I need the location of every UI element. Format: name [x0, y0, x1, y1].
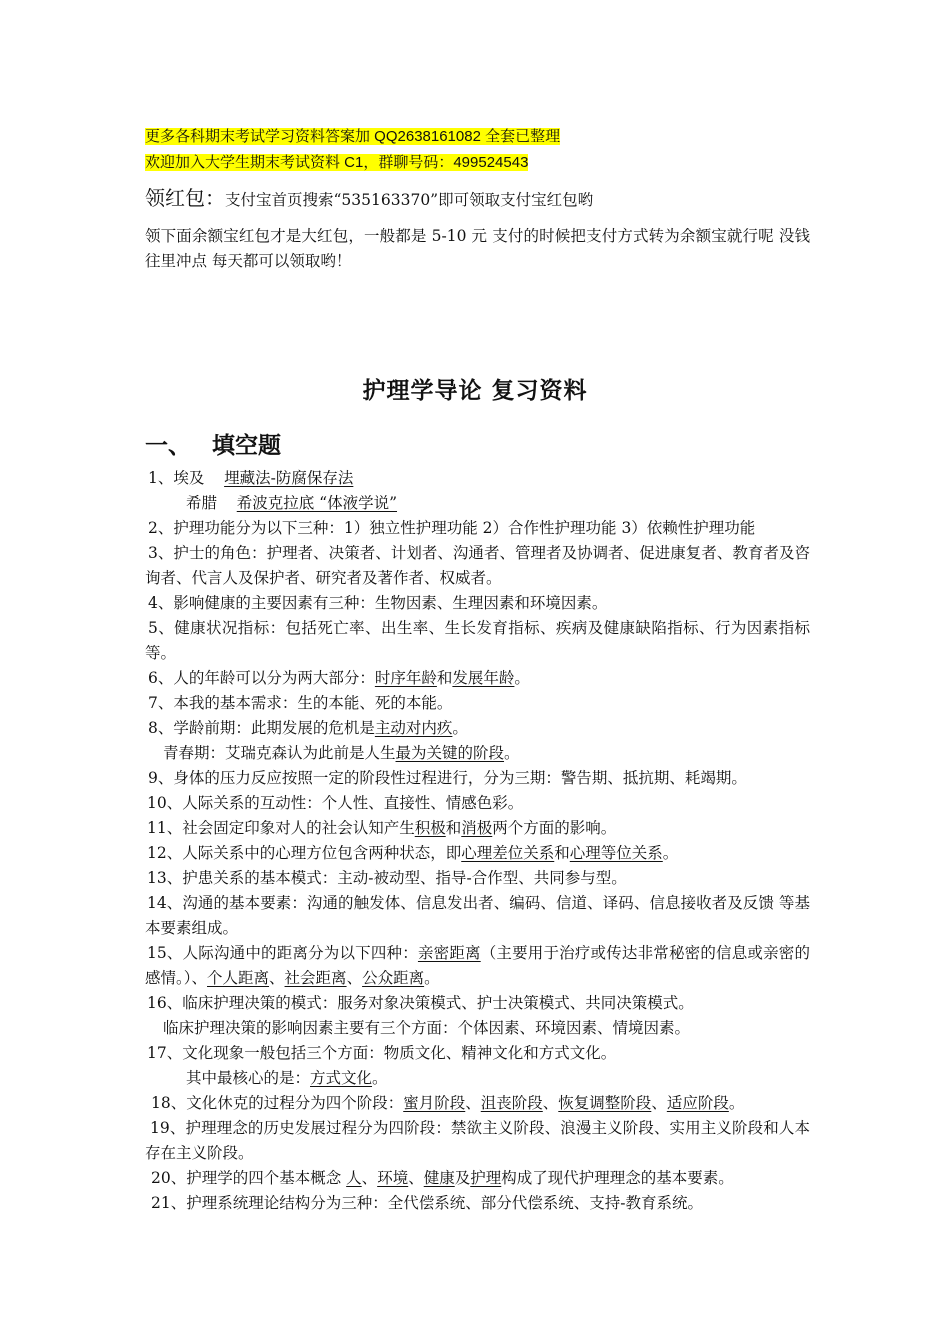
section-title: 填空题 — [212, 432, 281, 459]
item-4: 4、影响健康的主要因素有三种：生物因素、生理因素和环境因素。 — [148, 594, 608, 612]
item-14: 14、沟通的基本要素：沟通的触发体、信息发出者、编码、信道、译码、信息接收者及反馈 等基本要素组成。 — [145, 894, 810, 937]
item-19: 19、护理理念的历史发展过程分为四阶段：禁欲主义阶段、浪漫主义阶段、实用主义阶段和人本存在主义阶段。 — [145, 1119, 810, 1162]
item-10: 10、人际关系的互动性：个人性、直接性、情感色彩。 — [147, 794, 524, 812]
promo-description: 领下面余额宝红包才是大红包，一般都是 5-10 元 支付的时候把支付方式转为余额宝就行呢 没钱往里冲点 每天都可以领取哟！ — [145, 227, 810, 270]
promo-line-1: 更多各科期末考试学习资料答案加 QQ2638161082 全套已整理 — [145, 128, 561, 145]
redpacket-label: 领红包： — [145, 186, 225, 210]
item-8: 8、学龄前期：此期发展的危机是主动对内疚。 — [148, 719, 468, 737]
section-heading — [145, 427, 281, 460]
item-21: 21、护理系统理论结构分为三种：全代偿系统、部分代偿系统、支持-教育系统。 — [151, 1194, 703, 1212]
item-12: 12、人际关系中的心理方位包含两种状态，即心理差位关系和心理等位关系。 — [147, 844, 679, 862]
section-number: 一、 — [145, 432, 191, 459]
item-13: 13、护患关系的基本模式：主动-被动型、指导-合作型、共同参与型。 — [147, 869, 627, 887]
item-16: 16、临床护理决策的模式：服务对象决策模式、护士决策模式、共同决策模式。 — [147, 994, 694, 1012]
item-18: 18、文化休克的过程分为四个阶段：蜜月阶段、沮丧阶段、恢复调整阶段、适应阶段。 — [151, 1094, 745, 1112]
item-17: 17、文化现象一般包括三个方面：物质文化、精神文化和方式文化。 — [147, 1044, 617, 1062]
item-2: 2、护理功能分为以下三种：1）独立性护理功能 2）合作性护理功能 3）依赖性护理功能 — [148, 519, 756, 537]
item-1a: 1、埃及 埋藏法-防腐保存法 — [148, 469, 354, 487]
item-20: 20、护理学的四个基本概念 人、环境、健康及护理构成了现代护理理念的基本要素。 — [151, 1169, 734, 1187]
item-7: 7、本我的基本需求：生的本能、死的本能。 — [148, 694, 453, 712]
item-15: 15、人际沟通中的距离分为以下四种：亲密距离（主要用于治疗或传达非常秘密的信息或亲密的感情。）、个人距离、社会距离、公众距离。 — [145, 944, 810, 987]
item-5: 5、健康状况指标：包括死亡率、出生率、生长发育指标、疾病及健康缺陷指标、行为因素指标等。 — [145, 619, 810, 662]
item-8b: 青春期：艾瑞克森认为此前是人生最为关键的阶段。 — [163, 744, 520, 762]
promo-line-2: 欢迎加入大学生期末考试资料 C1，群聊号码：499524543 — [145, 154, 529, 171]
item-17b: 其中最核心的是：方式文化。 — [186, 1069, 388, 1087]
item-9: 9、身体的压力反应按照一定的阶段性过程进行，分为三期：警告期、抵抗期、耗竭期。 — [148, 769, 747, 787]
redpacket-text: 支付宝首页搜索“535163370”即可领取支付宝红包哟 — [225, 191, 594, 209]
item-16b: 临床护理决策的影响因素主要有三个方面：个体因素、环境因素、情境因素。 — [163, 1019, 691, 1037]
item-3: 3、护士的角色：护理者、决策者、计划者、沟通者、管理者及协调者、促进康复者、教育者及咨询者、代言人及保护者、研究者及著作者、权威者。 — [145, 544, 810, 587]
item-1b: 希腊 希波克拉底 “体液学说” — [186, 494, 398, 512]
redpacket-line — [145, 186, 593, 212]
item-11: 11、社会固定印象对人的社会认知产生积极和消极两个方面的影响。 — [147, 819, 617, 837]
item-6: 6、人的年龄可以分为两大部分：时序年龄和发展年龄。 — [148, 669, 530, 687]
document-title: 护理学导论 复习资料 — [362, 377, 588, 404]
